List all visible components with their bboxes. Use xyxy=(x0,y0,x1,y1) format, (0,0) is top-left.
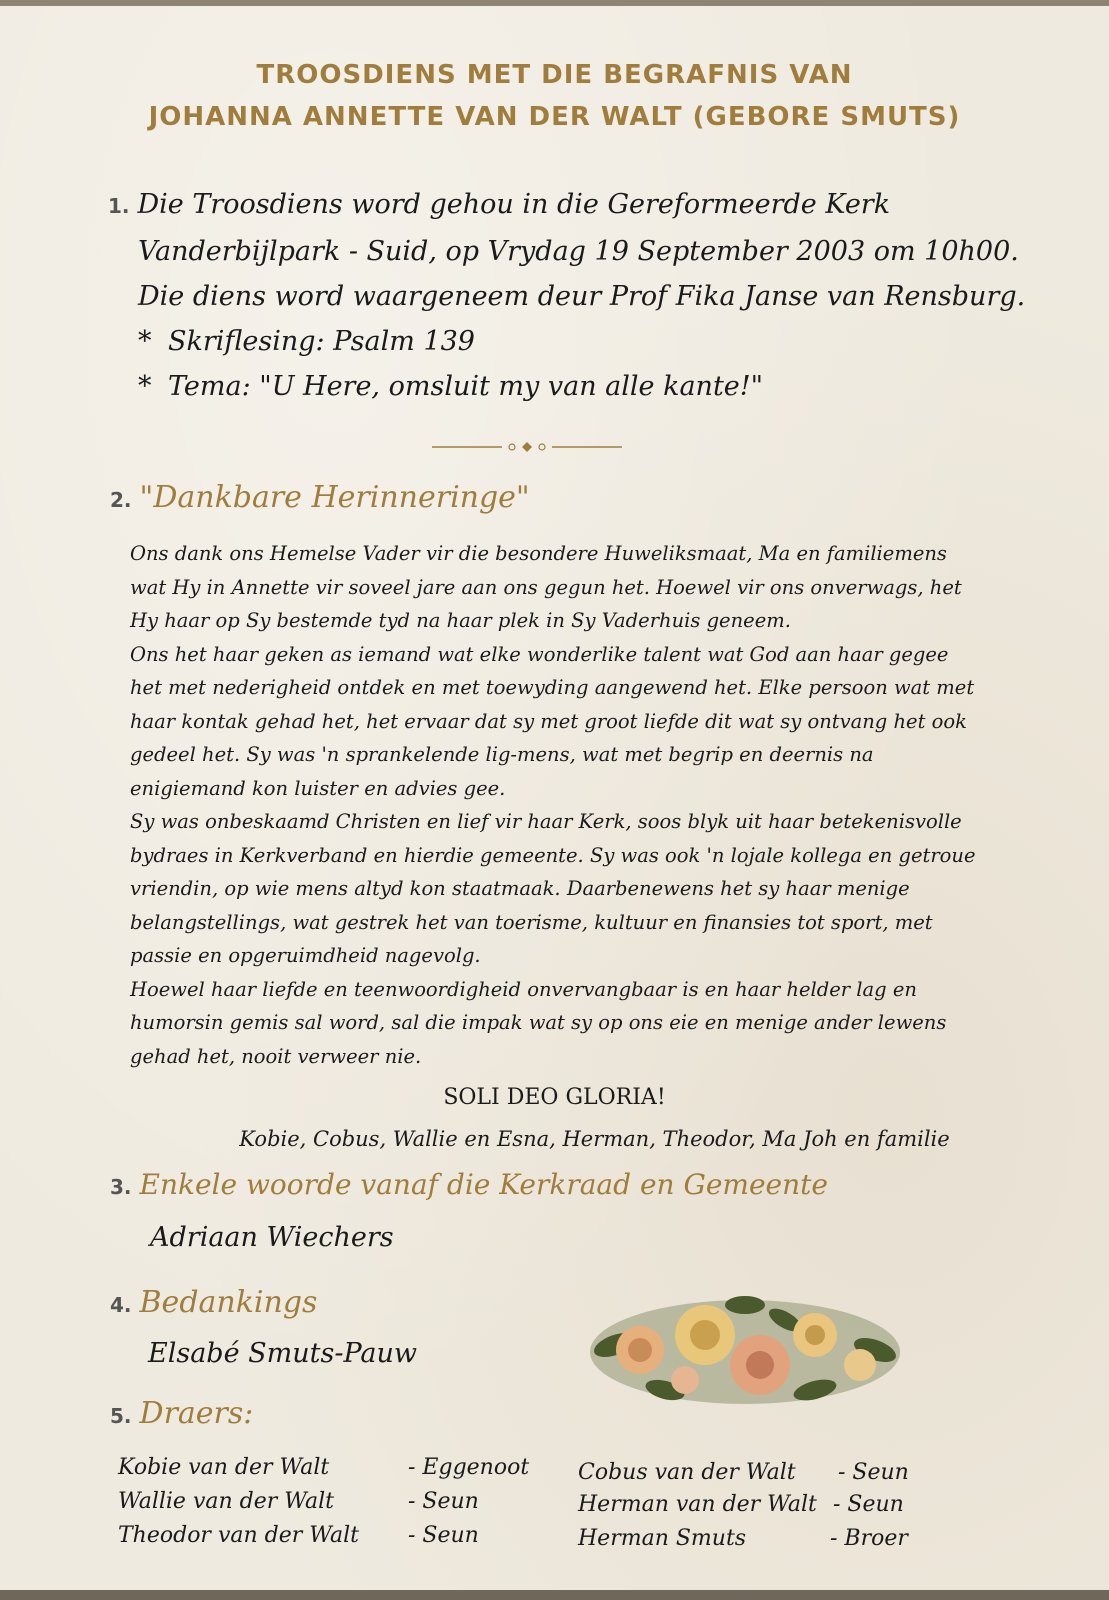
section-5-heading xyxy=(110,1396,253,1431)
section-3-title: Enkele woorde vanaf die Kerkraad en Gemeente xyxy=(139,1168,828,1201)
bullet-star-icon: * xyxy=(138,371,152,402)
header-title-line1: TROOSDIENS MET DIE BEGRAFNIS VAN xyxy=(256,60,853,90)
section-2-number: 2. xyxy=(110,488,132,512)
ornament-divider-icon xyxy=(432,440,622,454)
section-3-heading xyxy=(110,1168,828,1201)
soli-deo-gloria: SOLI DEO GLORIA! xyxy=(443,1085,666,1110)
tribute-line: gedeel het. Sy was 'n sprankelende lig-mens, wat met begrip en deernis na xyxy=(130,743,874,766)
service-line-3: Die diens word waargeneem deur Prof Fika Janse van Rensburg. xyxy=(138,281,1026,312)
section-4-number: 4. xyxy=(110,1293,132,1317)
section-4-heading xyxy=(110,1285,317,1320)
pallbearer-row xyxy=(118,1489,918,1523)
tribute-line: Ons het haar geken as iemand wat elke wonderlike talent wat God aan haar gegee xyxy=(130,642,949,666)
tribute-line: passie en opgeruimdheid nagevolg. xyxy=(130,944,481,967)
pallbearers-list xyxy=(118,1455,918,1557)
section-5-title: Draers: xyxy=(139,1396,254,1431)
pallbearer-role: - Broer xyxy=(830,1526,908,1551)
tribute-line: humorsin gemis sal word, sal die impak wat sy op ons eie en menige ander lewens xyxy=(130,1011,947,1034)
pallbearer-role: - Seun xyxy=(833,1492,904,1517)
tribute-line: enigiemand kon luister en advies gee. xyxy=(130,776,506,800)
tribute-line: belangstellings, wat gestrek het van toerisme, kultuur en finansies tot sport, met xyxy=(130,910,933,934)
roses-decoration-icon xyxy=(585,1290,905,1415)
tribute-line: Ons dank ons Hemelse Vader vir die besondere Huweliksmaat, Ma en familiemens xyxy=(130,542,947,565)
pallbearer-name: Cobus van der Walt xyxy=(578,1460,796,1485)
bullet-star-icon: * xyxy=(138,326,152,357)
pallbearer-role: - Seun xyxy=(408,1523,479,1548)
pallbearer-row xyxy=(118,1455,918,1489)
tribute-line: haar kontak gehad het, het ervaar dat sy met groot liefde dit wat sy ontvang het ook xyxy=(130,709,967,733)
family-signature: Kobie, Cobus, Wallie en Esna, Herman, Theodor, Ma Joh en familie xyxy=(239,1127,950,1151)
pallbearer-row xyxy=(118,1523,918,1557)
section-4-title: Bedankings xyxy=(139,1285,318,1320)
tribute-line: vriendin, op wie mens altyd kon staatmaak. Daarbenewens het sy haar menige xyxy=(130,877,910,900)
section-4-speaker: Elsabé Smuts-Pauw xyxy=(148,1338,418,1369)
pallbearer-name: Theodor van der Walt xyxy=(118,1523,359,1548)
pallbearer-name: Kobie van der Walt xyxy=(118,1455,330,1480)
pallbearer-role: - Eggenoot xyxy=(408,1455,530,1480)
tribute-line: bydraes in Kerkverband en hierdie gemeente. Sy was ook 'n lojale kollega en getroue xyxy=(130,843,976,867)
section-5-number: 5. xyxy=(110,1404,132,1428)
pallbearer-name: Herman van der Walt xyxy=(578,1492,817,1517)
section-1-service-details xyxy=(108,182,1025,409)
pallbearer-name: Wallie van der Walt xyxy=(118,1489,334,1514)
tribute-line: het met nederigheid ontdek en met toewyding aangewend het. Elke persoon wat met xyxy=(130,676,975,699)
service-line-2: Vanderbijlpark - Suid, op Vrydag 19 September 2003 om 10h00. xyxy=(138,236,1019,267)
pallbearer-role: - Seun xyxy=(408,1489,479,1514)
header-title-line2: JOHANNA ANNETTE VAN DER WALT (GEBORE SMUTS) xyxy=(148,102,961,132)
section-2-title: "Dankbare Herinneringe" xyxy=(139,480,530,515)
section-3-speaker: Adriaan Wiechers xyxy=(150,1222,394,1253)
section-1-number: 1. xyxy=(108,194,130,218)
scripture-reading: Skriflesing: Psalm 139 xyxy=(168,326,475,357)
pallbearer-role: - Seun xyxy=(838,1460,909,1485)
tribute-line: Hoewel haar liefde en teenwoordigheid onvervangbaar is en haar helder lag en xyxy=(130,977,917,1001)
section-3-number: 3. xyxy=(110,1175,132,1199)
tribute-line: wat Hy in Annette vir soveel jare aan ons gegun het. Hoewel vir ons onverwags, het xyxy=(130,575,962,599)
tribute-line: Sy was onbeskaamd Christen en lief vir haar Kerk, soos blyk uit haar betekenisvolle xyxy=(130,810,962,833)
pallbearer-name: Herman Smuts xyxy=(578,1526,747,1551)
sermon-theme: Tema: "U Here, omsluit my van alle kante!" xyxy=(168,371,764,402)
tribute-line: Hy haar op Sy bestemde tyd na haar plek in Sy Vaderhuis geneem. xyxy=(130,609,791,632)
tribute-text xyxy=(130,537,1010,1073)
service-line-1: Die Troosdiens word gehou in die Gereformeerde Kerk xyxy=(137,189,891,220)
tribute-line: gehad het, nooit verweer nie. xyxy=(130,1044,422,1068)
section-2-heading xyxy=(110,480,530,515)
